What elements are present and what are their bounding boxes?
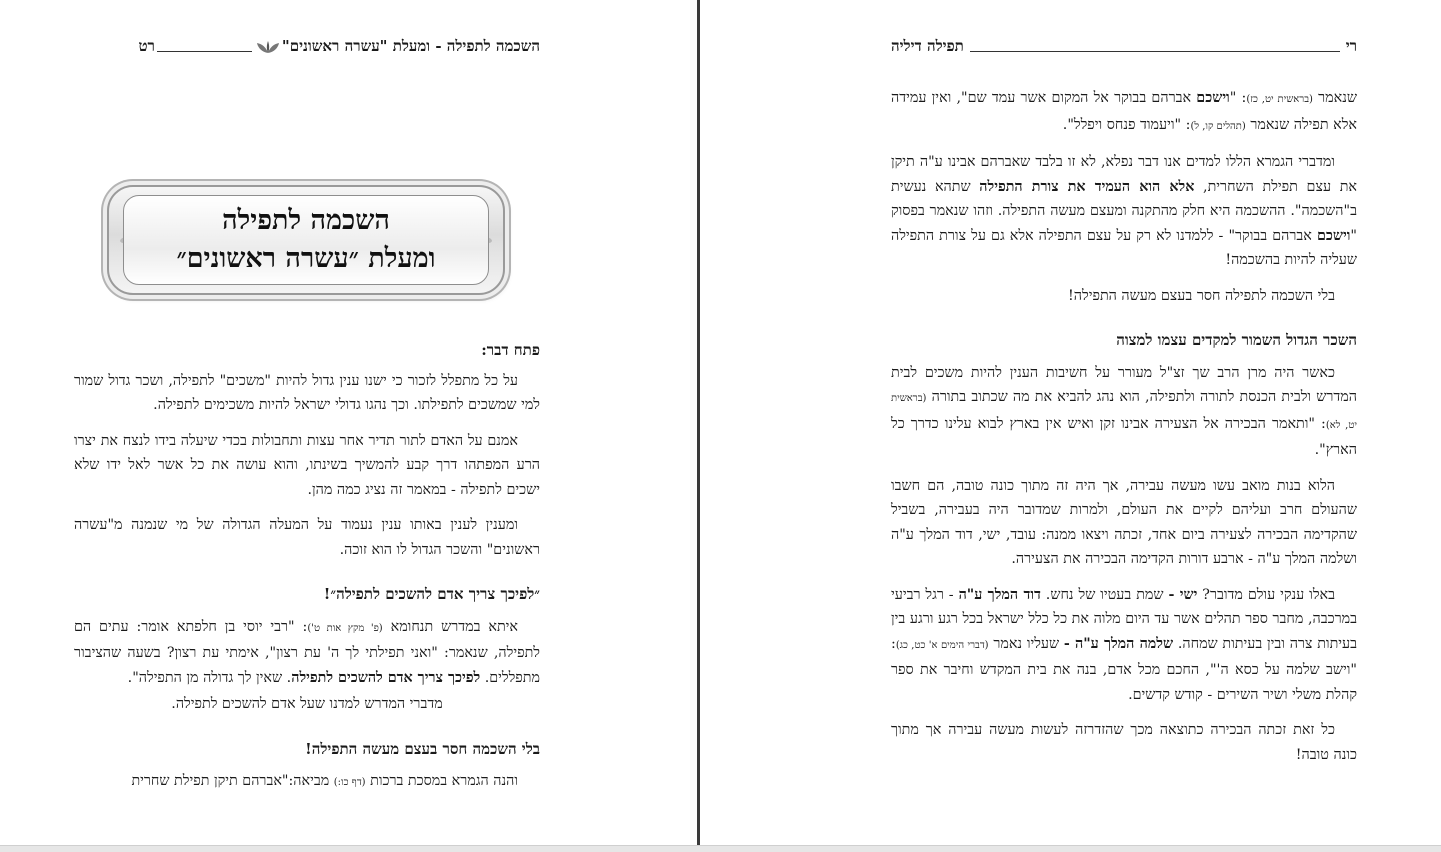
running-title: השכמה לתפילה - ומעלת "עשרה ראשונים" [281,37,540,55]
header-rule [157,50,252,52]
emphasis: לפיכך צריך אדם להשכים לתפילה [291,669,481,686]
left-page-header [74,34,540,56]
page-bottom-edge [0,845,1441,852]
chapter-title-line-2: ומעלת ״עשרה ראשונים״ [176,243,436,274]
section-heading: השכר הגדול השמור למקדים עצמו למצוה [1116,331,1357,349]
running-title: תפילה דיליה [891,37,964,55]
source-citation: (תהלים קו, ל) [1190,120,1246,132]
source-citation: (פ' מקץ אות ט') [307,622,383,634]
leaf-ornament-icon [256,39,280,55]
source-citation: (בראשית יט, לא) [891,393,1357,431]
paragraph: הלוא בנות מואב עשו מעשה עבירה, אך היה זה מתוך כונה טובה, הם חשבו שהעולם חרב ועליהם לקיים את העולם, ולמרות שמדובר היה בעבירה, בשביל שהקדימה הבכירה לצעירה ביום אחד, זכתה ויצאו ממנה: עובד, ישי, דוד המלך ע"ה ושלמה המלך ע"ה - ארבע דורות הקדימה הבכירה את הצעירה. [891,477,1357,567]
paragraph: ומענין לענין באותו ענין נעמוד על המעלה הגדולה של מי שנמנה מ"עשרה ראשונים" והשכר הגדול לו הוא זוכה. [74,517,540,558]
header-rule [970,50,1340,52]
chapter-title-line-1: השכמה לתפילה [222,205,390,236]
source-citation: (דף כו:) [333,777,366,788]
left-body-text [74,338,540,807]
paragraph: באלו ענקי עולם מדובר? ישי - שמת בעטיו של נחש. דוד המלך ע"ה - רגל רביעי במרכבה, מחבר ספר תהלים אשר עד היום מלוה את כל כלל ישראל בכל רגע ורגע בין בעיתות צרה ובין בעיתות שמחה. שלמה המלך ע"ה - שעליו נאמר (דברי הימים א' כט, כג): "וישב שלמה על כסא ה'", החכם מכל אדם, בנה את בית המקדש וחיבר את ספר קהלת משלי ושיר השירים - קודש קדשים. [891,586,1358,703]
right-page [700,0,1441,852]
right-body-text [891,86,1357,778]
paragraph: איתא במדרש תנחומא (פ' מקץ אות ט'): "רבי יוסי בן חלפתא אומר: עתים הם לתפילה, שנאמר: "ואני תפילתי לך ה' עת רצון", אימתי עת רצון? בשעה שהציבור מתפללים. לפיכך צריך אדם להשכים לתפילה. שאין לך גדולה מן התפילה". [74,618,540,686]
plaque-text-area [123,195,489,285]
paragraph: על כל מתפלל לזכור כי ישנו ענין גדול להיות "משכים" לתפילה, ושכר גדול שמור למי שמשכים לתפילתו. וכך נהגו גדולי ישראל להיות משכימים לתפילה. [74,372,540,413]
right-page-header [891,34,1357,56]
page-number: רט [138,37,155,55]
paragraph: בלי השכמה לתפילה חסר בעצם מעשה התפילה! [1068,287,1335,304]
page-number: רי [1345,37,1357,55]
paragraph: מדברי המדרש למדנו שעל אדם להשכים לתפילה. [171,696,443,712]
left-page [0,0,698,852]
intro-heading: פתח דבר: [481,341,540,359]
paragraph: אמנם על האדם לתור תדיר אחר עצות ותחבולות בכדי שיעלה בידו לנצח את יצרו הרע המפתהו דרך קבע להמשיך בשינתו, והוא עושה את כל אשר לאל ידו שלא ישכים לתפילה - במאמר זה נציג כמה מהן. [74,432,540,498]
paragraph: כל זאת זכתה הבכירה כתוצאה מכך שהזדרזה לעשות מעשה עבירה אך מתוך כונה טובה! [891,722,1357,763]
paragraph: כאשר היה מרן הרב שך זצ"ל מעורר על חשיבות הענין להיות משכים לבית המדרש ולבית הכנסת לתורה ולתפילה, הוא נהג להביא את מה שכתוב בתורה (בראשית יט, לא): "ותאמר הבכירה אל הצעירה אבינו זקן ואיש אין בארץ לבוא עלינו כדרך כל הארץ". [891,364,1357,458]
section-heading: ״לפיכך צריך אדם להשכים לתפילה״! [323,585,540,603]
paragraph: ומדברי הגמרא הללו למדים אנו דבר נפלא, לא זו בלבד שאברהם אבינו ע"ה תיקן את עצם תפילת השחרית, אלא הוא העמיד את צורת התפילה שתהא נעשית ב"השכמה". ההשכמה היא חלק מהתקנה ומעצם מעשה התפילה. וזהו שנאמר בפסוק "וישכם אברהם בבוקר" - ללמדנו לא רק על עצם התפילה אלא גם על צורת התפילה שעליה להיות בהשכמה! [891,154,1357,268]
section-heading: בלי השכמה חסר בעצם מעשה התפילה! [305,739,540,758]
paragraph: והנה הגמרא במסכת ברכות (דף כו:) מביאה:"אברהם תיקן תפילת שחרית [131,773,518,789]
source-citation: (בראשית יט, כז) [1246,94,1313,105]
source-citation: (דברי הימים א' כט, כג) [895,639,989,651]
chapter-title-plaque [107,185,505,295]
paragraph: שנאמר (בראשית יט, כז): "וישכם אברהם בבוקר אל המקום אשר עמד שם", ואין עמידה אלא תפילה שנאמר (תהלים קו, ל): "ויעמוד פנחס ויפלל". [891,90,1357,133]
